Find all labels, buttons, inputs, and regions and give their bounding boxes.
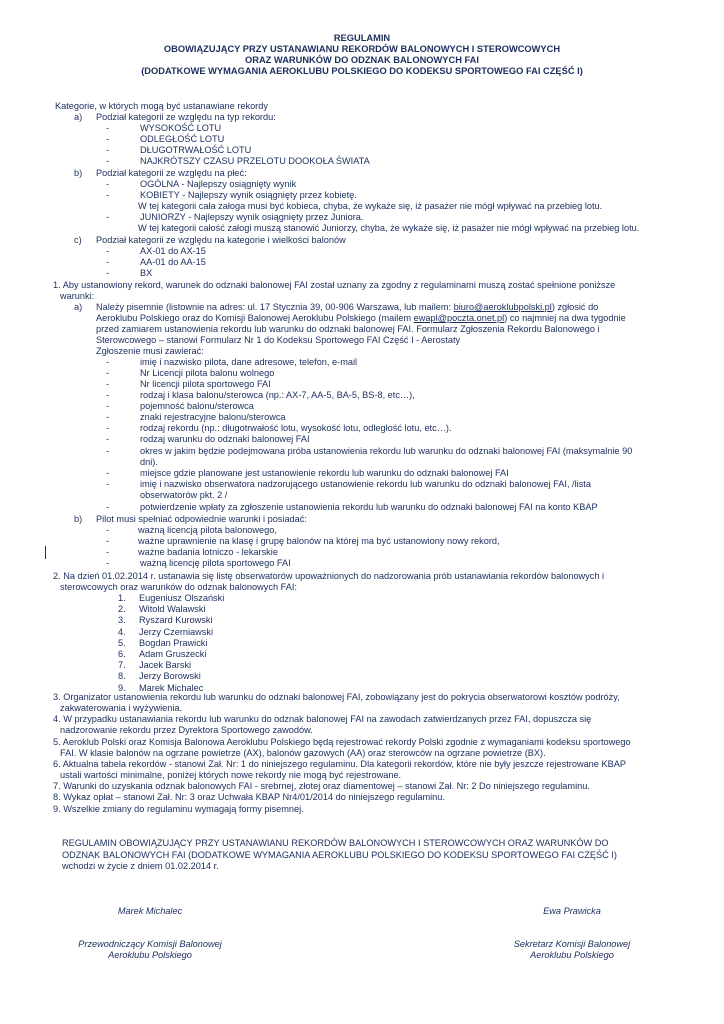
observer-name: Eugeniusz Olszański [139,593,225,603]
dash-marker: - [106,479,110,489]
subsection-a-label: a) [74,302,83,312]
list-item: AX-01 do AX-15 [140,246,206,256]
closing-line-2: ODZNAK BALONOWYCH FAI (DODATKOWE WYMAGANIA AEROKLUBU POLSKIEGO DO KODEKSU SPORTOWEGO FAI CZĘŚĆ I) [62,850,617,860]
observer-name: Jerzy Borowski [139,671,201,681]
observer-number: 2. [118,604,126,614]
section-c-title: Podział kategorii ze względu na kategorie i wielkości balonów [96,235,346,245]
header-line-2: OBOWIĄZUJĄCY PRZY USTANAWIANU REKORDÓW BALONOWYCH I STEROWCOWYCH [163,44,561,54]
paragraph-line: 6. Aktualna tabela rekordów - stanowi Zał. Nr: 1 do niniejszego regulaminu. Dla kategorii rekordów, które nie były jeszcze rejestrowane KBAP [53,759,626,769]
subsection-a-text: Należy pisemnie (listownie na adres: ul. 17 Stycznia 39, 00-906 Warszawa, lub mailem: [96,302,454,312]
paragraph-2-line-2: sterowcowych oraz warunków do odznak balonowych FAI: [60,582,297,592]
signature-left-name: Marek Michalec [117,906,183,916]
paragraph-line: 7. Warunki do uzyskania odznak balonowych FAI - srebrnej, złotej oraz diamentowej – stanowi Zał. Nr: 2 Do niniejszego regulaminu. [53,781,590,791]
observer-name: Bogdan Prawicki [139,638,208,648]
dash-marker: - [106,502,110,512]
list-item: rodzaj rekordu (np.: długotrwałość lotu, wysokość lotu, odległość lotu, etc…). [140,423,452,433]
dash-marker: - [106,390,110,400]
paragraph-line: 3. Organizator ustanowienia rekordu lub warunku do odznaki balonowej FAI, zobowiązany jest do pokrycia obserwatorowi kosztów podróży, [53,692,620,702]
paragraph-line: 5. Aeroklub Polski oraz Komisja Balonowa Aeroklubu Polskiego będą rejestrować rekordy Polski zgodnie z wymaganiami kodeksu sportowego [53,737,631,747]
dash-marker: - [106,468,110,478]
list-item: BX [140,268,153,278]
list-item: ważną licencją pilota balonowego, [138,525,277,535]
list-item: miejsce gdzie planowane jest ustanowienie rekordu lub warunku do odznaki balonowej FAI [140,468,509,478]
dash-marker: - [106,190,110,200]
header-line-3: ORAZ WARUNKÓW DO ODZNAK BALONOWYCH FAI [245,55,479,65]
signature-left-role: Przewodniczący Komisji Balonowej [78,939,222,949]
dash-marker: - [106,558,110,568]
list-item-note: W tej kategorii cała załoga musi być kobieca, chyba, że wykaże się, iż pasażer nie mógł wpływać na przebieg lotu. [138,201,603,211]
observer-name: Witold Walawski [139,604,206,614]
text-cursor [45,546,46,559]
list-item-cont: dni). [140,457,158,467]
dash-marker: - [106,423,110,433]
subsection-a-line-2 [96,313,626,324]
signature-left-org: Aeroklubu Polskiego [108,950,192,960]
subsection-b-label: b) [74,514,83,524]
list-item: ważne badania lotniczo - lekarskie [138,547,278,557]
dash-marker: - [106,401,110,411]
dash-marker: - [106,412,110,422]
dash-marker: - [106,156,110,166]
list-item: okres w jakim będzie podejmowana próba ustanowienia rekordu lub warunku do odznaki balonowej FAI (maksymalnie 90 [140,446,633,456]
list-item: Nr Licencji pilota balonu wolnego [140,368,275,378]
dash-marker: - [106,525,110,535]
observer-number: 9. [118,683,126,693]
paragraph-line: ustali wartości minimalne, poniżej których nowe rekordy nie mogą być rejestrowane. [60,770,402,780]
dash-marker: - [106,357,110,367]
section-a-title: Podział kategorii ze względu na typ rekordu: [96,112,276,122]
observer-number: 7. [118,660,126,670]
list-item: ważną licencję pilota sportowego FAI [140,558,291,568]
list-item: Nr licencji pilota sportowego FAI [140,379,271,389]
dash-marker: - [106,145,110,155]
email-link-ewapl[interactable]: ewapl@poczta.onet.pl [413,313,505,323]
list-item: ważne uprawnienie na klasę i grupę balonów na której ma być ustanowiony nowy rekord, [138,536,500,546]
observer-name: Jacek Barski [139,660,192,670]
list-item: NAJKRÓTSZY CZASU PRZELOTU DOOKOŁA ŚWIATA [140,156,370,166]
list-item: imię i nazwisko pilota, dane adresowe, telefon, e-mail [140,357,358,367]
dash-marker: - [106,123,110,133]
observer-number: 4. [118,627,126,637]
closing-line-1: REGULAMIN OBOWIĄZUJĄCY PRZY USTANAWIANU REKORDÓW BALONOWYCH I STEROWCOWYCH ORAZ WARUNKÓW DO [62,838,609,848]
list-item: WYSOKOŚĆ LOTU [140,123,222,133]
closing-line-3: wchodzi w życie z dniem 01.02.2014 r. [62,861,219,871]
signature-right-name: Ewa Prawicka [543,906,601,916]
section-b-label: b) [74,168,83,178]
paragraph-1-line-1: 1. Aby ustanowiony rekord, warunek do odznaki balonowej FAI został uznany za zgodny z regulaminami muszą zostać spełnione poniższe [53,280,616,290]
section-a-label: a) [74,112,83,122]
signature-right-role: Sekretarz Komisji Balonowej [513,939,631,949]
observer-number: 1. [118,593,126,603]
list-item-cont: obserwatorów pkt. 2 / [140,490,228,500]
observer-number: 5. [118,638,126,648]
list-item: KOBIETY - Najlepszy wynik osiągnięty przez kobietę. [140,190,357,200]
subsection-a-line-5: Zgłoszenie musi zawierać: [96,346,204,356]
paragraph-line: FAI. W klasie balonów na ogrzane powietrze (AX), balonów gazowych (AA) oraz sterowców na ogrzane powietrze (BX). [60,748,546,758]
list-item: OGÓLNA - Najlepszy osiągnięty wynik [140,179,297,189]
dash-marker: - [106,246,110,256]
dash-marker: - [106,434,110,444]
list-item: ODLEGŁOŚĆ LOTU [140,134,225,144]
dash-marker: - [106,257,110,267]
list-item: rodzaj i klasa balonu/sterowca (np.: AX-7, AA-5, BA-5, BS-8, etc…), [140,390,415,400]
dash-marker: - [106,446,110,456]
observer-number: 8. [118,671,126,681]
subsection-a-text: Aeroklubu Polskiego oraz do Komisji Balonowej Aeroklubu Polskiego (mailem [96,313,414,323]
observer-name: Adam Gruszecki [139,649,207,659]
dash-marker: - [106,212,110,222]
paragraph-2-line-1: 2. Na dzień 01.02.2014 r. ustanawia się listę obserwatorów upoważnionych do nadzorowania prób ustanawiania rekordów balonowych i [53,571,605,581]
observer-name: Ryszard Kurowski [139,615,213,625]
paragraph-line: 9. Wszelkie zmiany do regulaminu wymagają formy pisemnej. [53,804,304,814]
header-line-4: (DODATKOWE WYMAGANIA AEROKLUBU POLSKIEGO DO KODEKSU SPORTOWEGO FAI CZĘŚĆ I) [141,66,583,76]
paragraph-1-line-2: warunki: [60,291,95,301]
header-line-1: REGULAMIN [333,33,391,43]
list-item: potwierdzenie wpłaty za zgłoszenie ustanowienia rekordu lub warunku do odznaki balonowej FAI na konto KBAP [140,502,598,512]
subsection-a-text: ) zgłosić do [551,302,599,312]
dash-marker: - [106,547,110,557]
subsection-a-line-1 [96,302,598,313]
list-item: JUNIORZY - Najlepszy wynik osiągnięty przez Juniora. [140,212,364,222]
subsection-b-title: Pilot musi spełniać odpowiednie warunki i posiadać: [96,514,307,524]
observer-name: Jerzy Czerniawski [139,627,214,637]
observer-name: Marek Michalec [139,683,204,693]
dash-marker: - [106,536,110,546]
paragraph-line: 4. W przypadku ustanawiania rekordu lub warunku do odznak balonowej FAI na zawodach zatwierdzanych przez FAI, dopuszcza się [53,714,592,724]
list-item: znaki rejestracyjne balonu/sterowca [140,412,286,422]
subsection-a-line-3: przed zamiarem ustanowienia rekordu lub warunku do odznaki balonowej FAI. Formularz Zgłoszenia Rekordu Balonowego i [96,324,600,334]
intro-text: Kategorie, w których mogą być ustanawiane rekordy [55,101,268,111]
dash-marker: - [106,179,110,189]
signature-right-org: Aeroklubu Polskiego [530,950,614,960]
paragraph-line: zakwaterowania i wyżywienia. [60,703,183,713]
list-item: rodzaj warunku do odznaki balonowej FAI [140,434,310,444]
subsection-a-line-4: Sterowcowego – stanowi Formularz Nr 1 do Kodeksu Sportowego FAI Część I - Aerostaty [96,335,461,345]
dash-marker: - [106,268,110,278]
observer-number: 6. [118,649,126,659]
email-link-biuro[interactable]: biuro@aeroklubpolski.pl [453,302,552,312]
paragraph-line: 8. Wykaz opłat – stanowi Zał. Nr: 3 oraz Uchwała KBAP Nr4/01/2014 do niniejszego regulaminu. [53,792,445,802]
dash-marker: - [106,379,110,389]
paragraph-line: nadzorowanie rekordu przez Dyrektora Sportowego zawodów. [60,725,313,735]
document-header [0,33,724,77]
observer-number: 3. [118,615,126,625]
dash-marker: - [106,368,110,378]
list-item: imię i nazwisko obserwatora nadzorującego ustanowienie rekordu lub warunku do odznaki balonowej FAI, /lista [140,479,591,489]
subsection-a-text: ) co najmniej na dwa tygodnie [504,313,626,323]
section-c-label: c) [74,235,82,245]
list-item: pojemność balonu/sterowca [140,401,254,411]
section-b-title: Podział kategorii ze względu na płeć: [96,168,247,178]
list-item: DŁUGOTRWAŁOŚĆ LOTU [140,145,252,155]
list-item-note: W tej kategorii całość załogi muszą stanowić Juniorzy, chyba, że wykaże się, iż pasażer nie mógł wpływać na przebieg lotu. [138,223,640,233]
list-item: AA-01 do AA-15 [140,257,206,267]
dash-marker: - [106,134,110,144]
